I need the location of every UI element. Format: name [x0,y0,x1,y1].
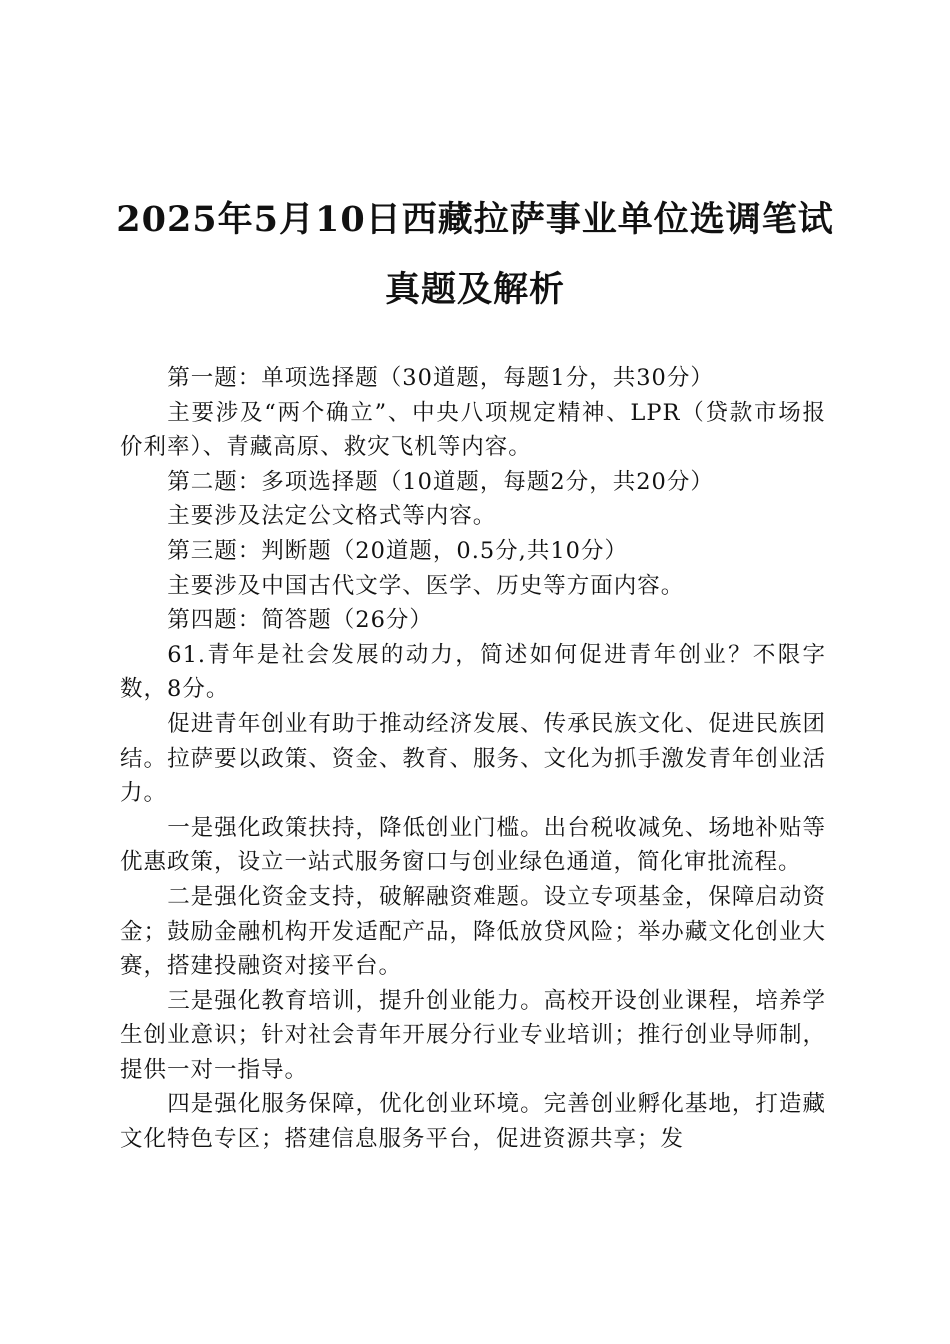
paragraph-answer-point-2: 二是强化资金支持，破解融资难题。设立专项基金，保障启动资金；鼓励金融机构开发适配产品，降低放贷风险；举办藏文化创业大赛，搭建投融资对接平台。 [120,883,826,980]
paragraph-answer-point-4: 四是强化服务保障，优化创业环境。完善创业孵化基地，打造藏文化特色专区；搭建信息服务平台，促进资源共享；发 [120,1091,826,1153]
paragraph-section-3-topics: 主要涉及中国古代文学、医学、历史等方面内容。 [167,572,685,599]
paragraph-section-2-topics: 主要涉及法定公文格式等内容。 [167,503,497,530]
paragraph-section-1-topics: 主要涉及“两个确立”、中央八项规定精神、LPR（贷款市场报价利率）、青藏高原、救灾飞机等内容。 [120,399,826,461]
paragraph-section-2-heading: 第二题：多项选择题（10道题，每题2分，共20分） [167,468,714,495]
paragraph-answer-intro: 促进青年创业有助于推动经济发展、传承民族文化、促进民族团结。拉萨要以政策、资金、教育、服务、文化为抓手激发青年创业活力。 [120,710,826,807]
title-line-1: 2025年5月10日西藏拉萨事业单位选调笔试 [116,199,834,240]
paragraph-answer-point-3: 三是强化教育培训，提升创业能力。高校开设创业课程，培养学生创业意识；针对社会青年开展分行业专业培训；推行创业导师制，提供一对一指导。 [120,987,826,1083]
paragraph-answer-point-1: 一是强化政策扶持，降低创业门槛。出台税收减免、场地补贴等优惠政策，设立一站式服务窗口与创业绿色通道，简化审批流程。 [120,814,826,876]
paragraph-section-3-heading: 第三题：判断题（20道题，0.5分,共10分） [167,537,628,564]
paragraph-section-1-heading: 第一题：单项选择题（30道题，每题1分，共30分） [167,365,714,391]
document-body [120,361,826,1157]
document-title [110,185,840,325]
paragraph-question-61: 61.青年是社会发展的动力，简述如何促进青年创业？不限字数，8分。 [120,641,826,703]
title-line-2: 真题及解析 [384,269,565,310]
paragraph-section-4-heading: 第四题：简答题（26分） [167,607,433,634]
